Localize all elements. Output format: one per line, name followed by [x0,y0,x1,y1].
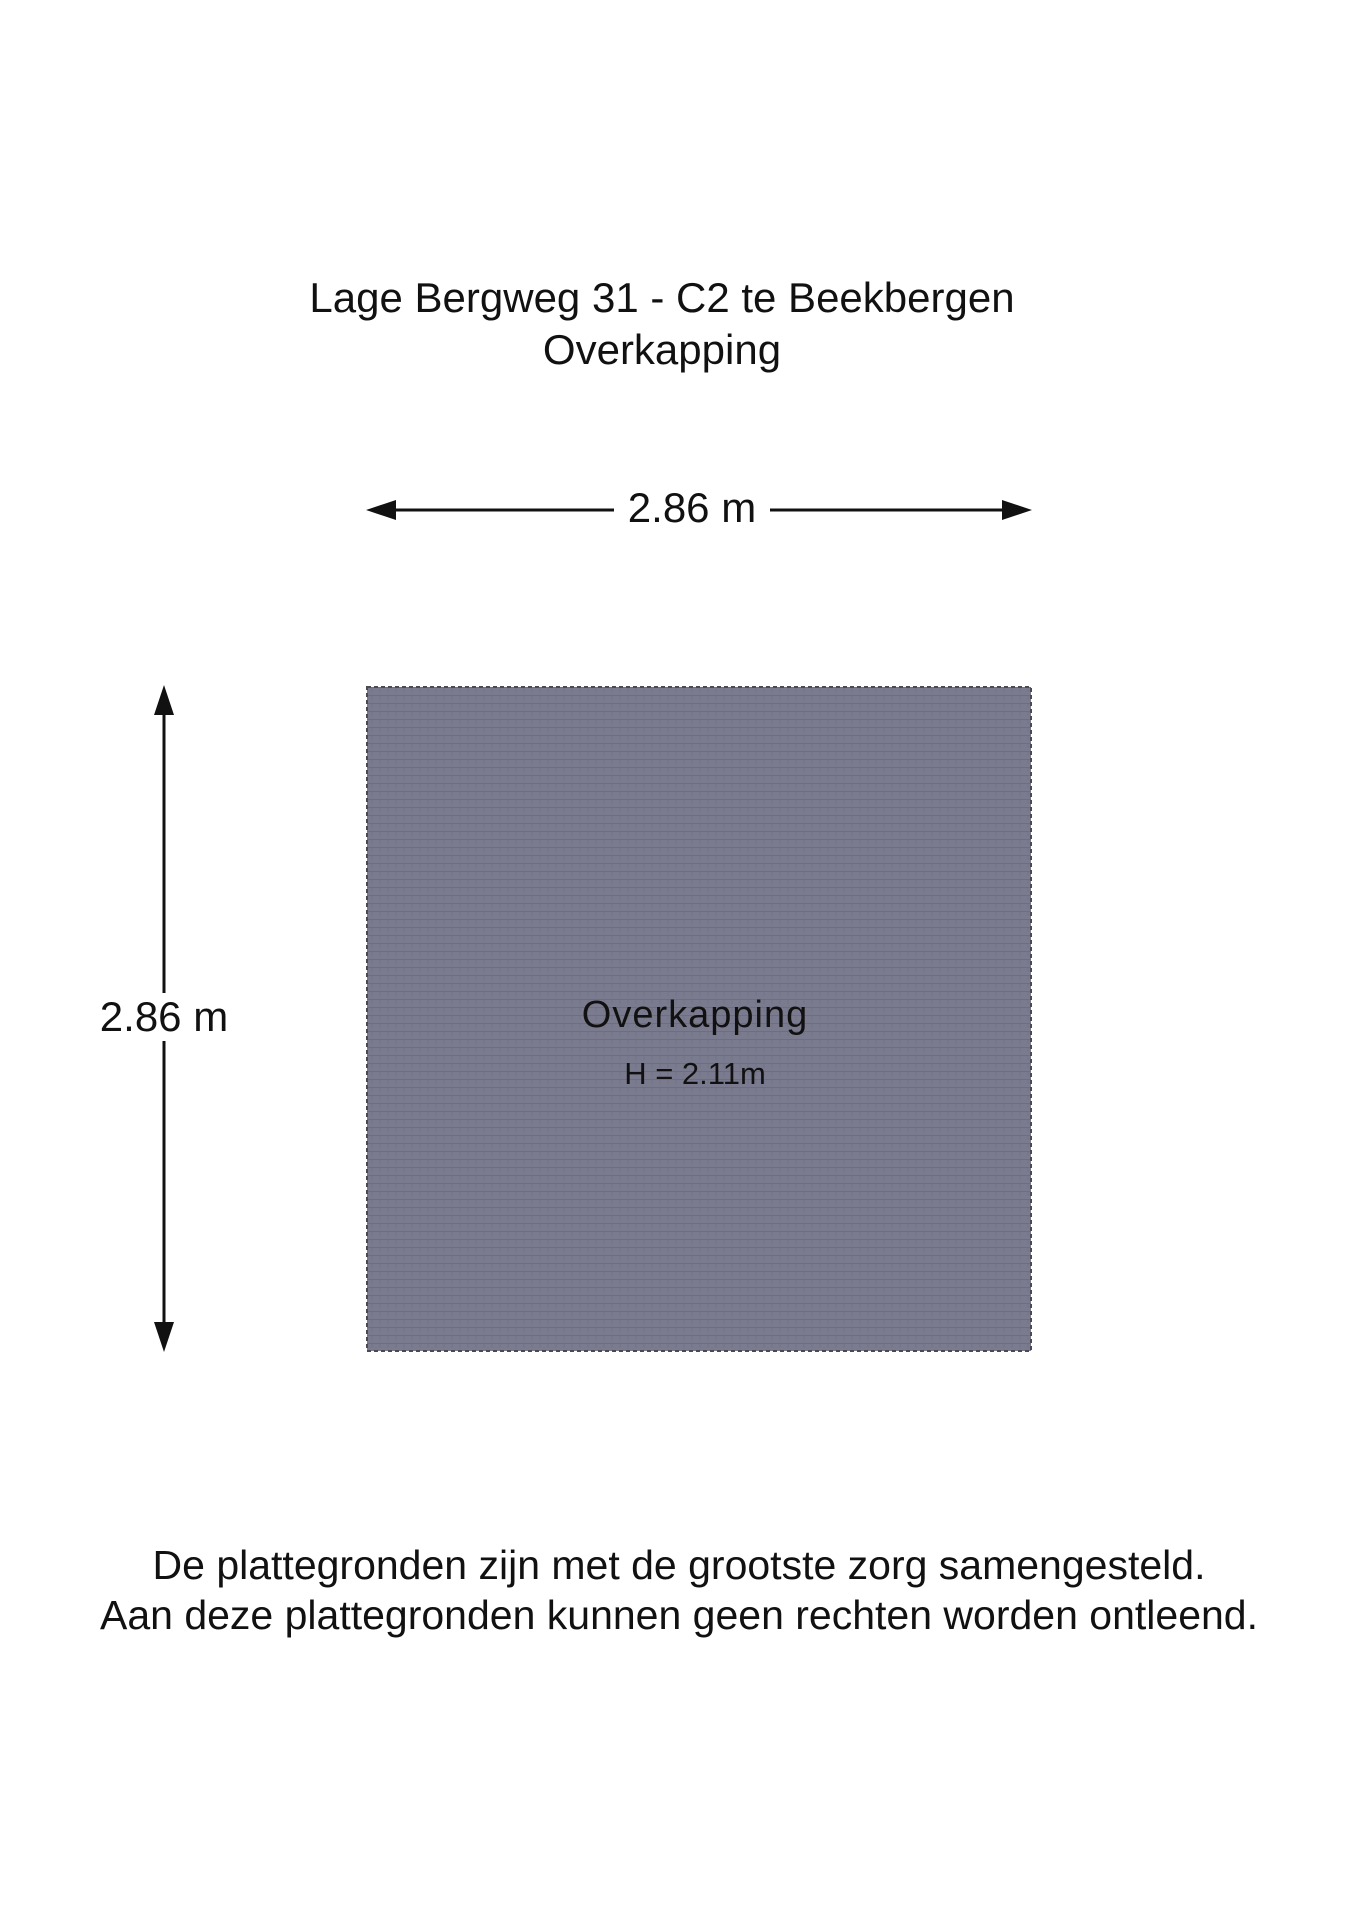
depth-dimension-label: 2.86 m [86,993,242,1041]
room-name: Overkapping [581,994,809,1036]
room-height: H = 2.11m [624,1056,766,1091]
disclaimer [0,1540,1358,1640]
disclaimer-line-1: De plattegronden zijn met de grootste zorg samengesteld. [152,1542,1206,1588]
plan-subtitle: Overkapping [542,326,782,373]
disclaimer-line-2: Aan deze plattegronden kunnen geen rechten worden ontleend. [99,1592,1258,1638]
plan-title: Lage Bergweg 31 - C2 te Beekbergen [309,274,1015,321]
width-dimension-label: 2.86 m [614,484,770,532]
